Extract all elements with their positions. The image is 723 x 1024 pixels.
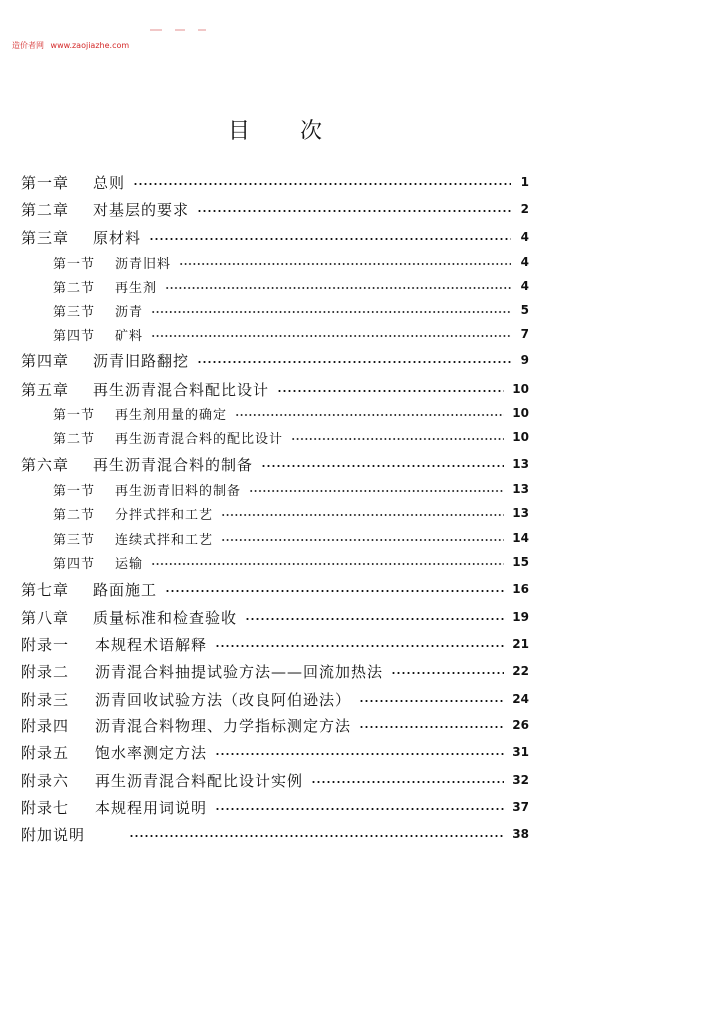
- toc-entry: [21, 453, 529, 475]
- title-char-2: 次: [300, 119, 323, 144]
- toc-entry-number: 第三节: [53, 304, 96, 320]
- toc-entry: [21, 633, 529, 655]
- dot-leader: [291, 438, 504, 440]
- toc-entry-number: 第三节: [53, 532, 96, 548]
- toc-entry-number: 第二节: [53, 507, 96, 523]
- toc-entry-number: 附录七: [21, 798, 70, 817]
- toc-entry-number: 第四节: [53, 328, 96, 344]
- watermark-site-name: 造价者网: [12, 41, 44, 50]
- dot-leader: [133, 183, 511, 185]
- toc-entry-page: 21: [512, 637, 529, 651]
- toc-entry-title: 沥青混合料物理、力学指标测定方法: [95, 716, 352, 735]
- toc-entry-number: 附录一: [21, 635, 70, 654]
- toc-entry-page: 31: [512, 745, 529, 759]
- dot-leader: [277, 390, 504, 392]
- dot-leader: [221, 514, 504, 516]
- toc-entry-page: 38: [512, 827, 529, 841]
- toc-entry-title: 本规程术语解释: [95, 635, 208, 654]
- dot-leader: [391, 672, 504, 674]
- dot-leader: [165, 590, 504, 592]
- toc-entry: [21, 578, 529, 600]
- toc-entry: [21, 741, 529, 763]
- toc-entry-page: 16: [512, 582, 529, 596]
- toc-entry: [53, 551, 529, 573]
- dot-leader: [249, 490, 504, 492]
- title-char-1: 目: [228, 119, 251, 144]
- toc-entry-title: 运输: [115, 556, 144, 572]
- toc-entry-page: 5: [520, 303, 529, 317]
- toc-entry-title: 路面施工: [93, 580, 158, 599]
- toc-entry-number: 第八章: [21, 608, 70, 627]
- toc-entry-page: 1: [520, 175, 529, 189]
- dot-leader: [215, 808, 504, 810]
- toc-entry-number: 第二节: [53, 431, 96, 447]
- toc-entry-title: 矿料: [115, 328, 144, 344]
- toc-entry-number: 第一章: [21, 173, 70, 192]
- toc-entry: [53, 426, 529, 448]
- watermark-url: www.zaojiazhe.com: [50, 41, 130, 50]
- dot-leader: [165, 287, 511, 289]
- toc-entry-page: 4: [520, 255, 529, 269]
- toc-entry: [53, 299, 529, 321]
- toc-entry-page: 37: [512, 800, 529, 814]
- toc-entry-title: 沥青旧路翻挖: [93, 351, 190, 370]
- dot-leader: [311, 781, 504, 783]
- dot-leader: [149, 238, 511, 240]
- toc-entry-page: 26: [512, 718, 529, 732]
- toc-entry: [53, 251, 529, 273]
- toc-entry-page: 4: [520, 279, 529, 293]
- toc-entry-number: 第一节: [53, 256, 96, 272]
- toc-entry: [21, 796, 529, 818]
- toc-entry-number: 第四章: [21, 351, 70, 370]
- toc-entry: [53, 323, 529, 345]
- toc-entry-page: 13: [512, 506, 529, 520]
- toc-entry-title: 本规程用词说明: [95, 798, 208, 817]
- toc-entry: [53, 478, 529, 500]
- toc-entry-title: 原材料: [93, 228, 142, 247]
- toc-entry-title: 沥青回收试验方法（改良阿伯逊法）: [95, 690, 352, 709]
- dot-leader: [245, 618, 504, 620]
- toc-entry-page: 19: [512, 610, 529, 624]
- toc-entry-title: 质量标准和检查验收: [93, 608, 238, 627]
- toc-entry-number: 附录二: [21, 662, 70, 681]
- toc-entry-number: 附录四: [21, 716, 70, 735]
- dot-leader: [235, 414, 504, 416]
- toc-entry-title: 再生沥青旧料的制备: [115, 483, 242, 499]
- dot-leader: [215, 753, 504, 755]
- dot-leader: [197, 210, 511, 212]
- toc-entry-number: 附录五: [21, 743, 70, 762]
- toc-entry-page: 10: [512, 406, 529, 420]
- dot-leader: [359, 700, 504, 702]
- toc-entry: [21, 714, 529, 736]
- toc-entry-title: 再生剂用量的确定: [115, 407, 228, 423]
- toc-entry: [21, 688, 529, 710]
- toc-entry-number: 第二章: [21, 200, 70, 219]
- toc-entry: [21, 198, 529, 220]
- toc-entry-title: 总则: [93, 173, 126, 192]
- dot-leader: [261, 465, 504, 467]
- dot-leader: [151, 311, 511, 313]
- dot-leader: [359, 726, 504, 728]
- toc-entry: [53, 275, 529, 297]
- toc-entry-title: 沥青混合料抽提试验方法——回流加热法: [95, 662, 384, 681]
- toc-entry-page: 15: [512, 555, 529, 569]
- toc-entry: [21, 349, 529, 371]
- toc-entry: [21, 769, 529, 791]
- toc-entry-number: 第二节: [53, 280, 96, 296]
- toc-entry-number: 第四节: [53, 556, 96, 572]
- toc-entry: [53, 527, 529, 549]
- toc-entry-number: 第一节: [53, 407, 96, 423]
- toc-entry-title: 再生沥青混合料配比设计: [93, 380, 270, 399]
- dot-leader: [151, 563, 504, 565]
- dot-leader: [197, 361, 511, 363]
- toc-entry-title: 再生沥青混合料的配比设计: [115, 431, 284, 447]
- toc-entry: [53, 402, 529, 424]
- toc-entry-number: 第五章: [21, 380, 70, 399]
- dot-leader: [221, 539, 504, 541]
- toc-entry: [21, 226, 529, 248]
- toc-entry-number: 附加说明: [21, 825, 86, 844]
- toc-entry-page: 32: [512, 773, 529, 787]
- toc-entry-page: 9: [520, 353, 529, 367]
- toc-entry-page: 24: [512, 692, 529, 706]
- toc-entry-title: 再生沥青混合料的制备: [93, 455, 254, 474]
- toc-entry-title: 沥青: [115, 304, 144, 320]
- toc-entry: [21, 171, 529, 193]
- dot-leader: [215, 645, 504, 647]
- toc-entry-title: 对基层的要求: [93, 200, 190, 219]
- toc-entry-page: 13: [512, 457, 529, 471]
- toc-entry: [21, 660, 529, 682]
- toc-entry-title: 分拌式拌和工艺: [115, 507, 214, 523]
- toc-entry-title: 饱水率测定方法: [95, 743, 208, 762]
- toc-entry-title: 再生沥青混合料配比设计实例: [95, 771, 304, 790]
- toc-entry-page: 14: [512, 531, 529, 545]
- toc-entry-title: 沥青旧料: [115, 256, 172, 272]
- toc-entry-number: 第三章: [21, 228, 70, 247]
- toc-entry-number: 附录三: [21, 690, 70, 709]
- toc-entry-page: 22: [512, 664, 529, 678]
- toc-entry-title: 连续式拌和工艺: [115, 532, 214, 548]
- toc-entry-number: 第一节: [53, 483, 96, 499]
- toc-entry-page: 10: [512, 382, 529, 396]
- toc-entry-number: 第六章: [21, 455, 70, 474]
- toc-entry-number: 第七章: [21, 580, 70, 599]
- toc-entry-page: 4: [520, 230, 529, 244]
- dot-leader: [151, 335, 511, 337]
- toc-entry: [21, 823, 529, 845]
- dot-leader: [129, 835, 504, 837]
- toc-entry: [21, 606, 529, 628]
- toc-entry-title: 再生剂: [115, 280, 158, 296]
- toc-entry-page: 10: [512, 430, 529, 444]
- toc-entry-page: 7: [520, 327, 529, 341]
- toc-entry: [21, 378, 529, 400]
- toc-entry-page: 2: [520, 202, 529, 216]
- toc-entry-page: 13: [512, 482, 529, 496]
- toc-entry-number: 附录六: [21, 771, 70, 790]
- dot-leader: [179, 263, 511, 265]
- toc-entry: [53, 502, 529, 524]
